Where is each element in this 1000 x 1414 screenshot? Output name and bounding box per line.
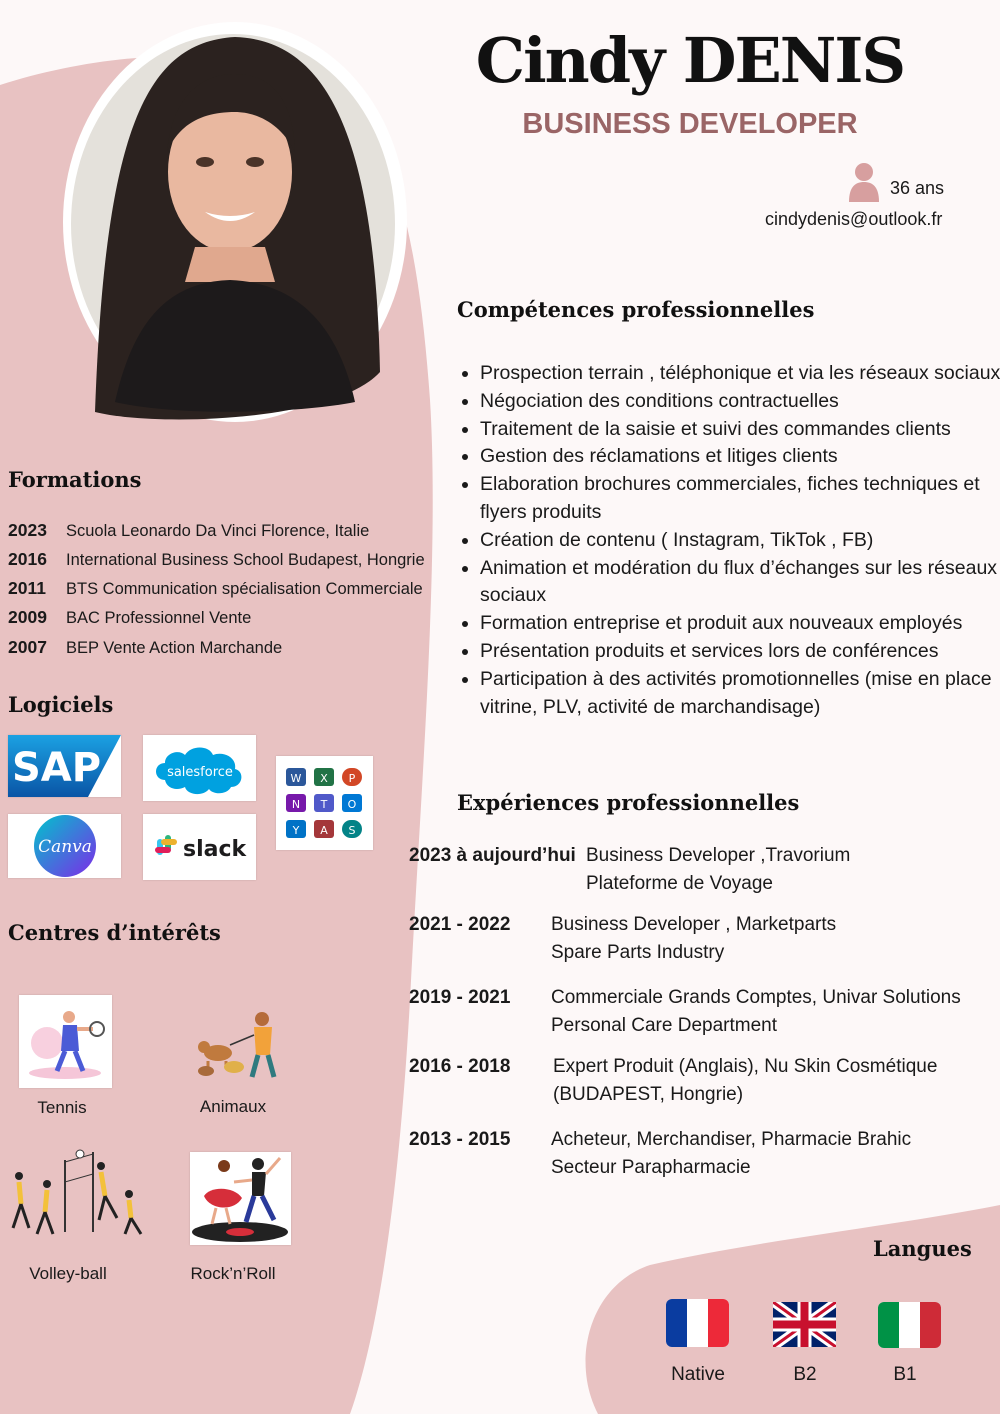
person-icon [848, 162, 880, 202]
experience-period: 2013 - 2015 [409, 1129, 511, 1150]
italy-flag-icon [878, 1302, 941, 1348]
experience-role: Business Developer , Marketparts [551, 914, 837, 935]
education-year: 2011 [8, 578, 46, 598]
person-name: Cindy DENIS [475, 24, 905, 97]
experience-detail: Spare Parts Industry [551, 942, 725, 963]
experience-detail: (BUDAPEST, Hongrie) [553, 1084, 744, 1105]
education-item [8, 578, 423, 599]
skill-item: • Présentation produits et services lors de conférences [480, 638, 1000, 666]
sap-logo [8, 735, 121, 797]
experience-heading: Expériences professionnelles [457, 790, 800, 815]
education-text: BAC Professionnel Vente [66, 609, 252, 627]
svg-text:W: W [290, 772, 302, 785]
canva-text: Canva [38, 837, 92, 857]
education-item [8, 607, 251, 628]
canva-logo-card [8, 814, 121, 878]
education-text: BEP Vente Action Marchande [66, 639, 283, 657]
education-year: 2009 [8, 607, 47, 627]
salesforce-text: salesforce [167, 765, 233, 780]
experience-period: 2016 - 2018 [409, 1056, 511, 1077]
skills-list [455, 360, 1000, 721]
slack-text: slack [183, 837, 247, 862]
software-heading: Logiciels [8, 692, 114, 717]
experience-detail: Personal Care Department [551, 1015, 777, 1036]
education-year: 2023 [8, 520, 47, 540]
interest-label: Volley-ball [29, 1264, 107, 1283]
age-text: 36 ans [890, 178, 945, 198]
microsoft-365-card [276, 756, 373, 850]
skill-item: • Participation à des activités promotionnelles (mise en place vitrine, PLV, activité de marchandisage) [480, 666, 1000, 722]
experience-role: Acheteur, Merchandiser, Pharmacie Brahic [551, 1129, 912, 1150]
skill-item: • Formation entreprise et produit aux nouveaux employés [480, 610, 1000, 638]
skill-item: • Création de contenu ( Instagram, TikTok , FB) [480, 527, 1000, 555]
svg-text:X: X [320, 772, 328, 785]
sap-logo-card [8, 735, 121, 797]
volleyball-icon [5, 1148, 150, 1240]
experience-period: 2023 à aujourd’hui [409, 845, 576, 866]
email-text: cindydenis@outlook.fr [765, 209, 943, 229]
svg-text:T: T [320, 798, 328, 811]
slack-logo [143, 814, 256, 880]
animals-illustration [190, 1005, 302, 1095]
education-year: 2016 [8, 549, 47, 569]
education-text: International Business School Budapest, Hongrie [66, 551, 425, 569]
profile-photo [55, 12, 415, 432]
skill-item: • Négociation des conditions contractuelles [480, 388, 1000, 416]
salesforce-logo [143, 735, 256, 801]
education-item [8, 637, 282, 658]
dog-walker-icon [190, 1005, 302, 1095]
education-year: 2007 [8, 637, 47, 657]
dancers-icon [190, 1152, 291, 1245]
skill-item: • Traitement de la saisie et suivi des commandes clients [480, 416, 1000, 444]
interest-label: Animaux [199, 1097, 267, 1116]
salesforce-logo-card [143, 735, 256, 801]
experience-role: Commerciale Grands Comptes, Univar Solutions [551, 987, 961, 1008]
education-item [8, 520, 369, 541]
svg-text:P: P [348, 772, 356, 785]
svg-text:O: O [347, 798, 357, 811]
job-title: BUSINESS DEVELOPER [522, 108, 858, 140]
skills-heading: Compétences professionnelles [457, 297, 815, 322]
education-text: BTS Communication spécialisation Commerciale [66, 580, 423, 598]
volleyball-illustration [5, 1148, 150, 1240]
skill-item: • Gestion des réclamations et litiges clients [480, 443, 1000, 471]
interests-heading: Centres d’intérêts [8, 920, 221, 945]
svg-text:A: A [320, 824, 328, 837]
tennis-illustration [19, 995, 112, 1088]
education-heading: Formations [8, 467, 142, 492]
experience-period: 2019 - 2021 [409, 987, 511, 1008]
rocknroll-illustration [190, 1152, 291, 1245]
skill-item: • Prospection terrain , téléphonique et via les réseaux sociaux [480, 360, 1000, 388]
france-flag-icon [666, 1299, 729, 1347]
skill-item: • Animation et modération du flux d’échanges sur les réseaux sociaux [480, 555, 1000, 611]
language-level: B2 [793, 1364, 817, 1385]
experience-role: Business Developer ,Travorium [586, 845, 851, 866]
svg-text:S: S [348, 824, 356, 837]
svg-text:Y: Y [292, 824, 300, 837]
sap-text: SAP [12, 745, 102, 791]
uk-flag-icon [773, 1302, 836, 1347]
experience-role: Expert Produit (Anglais), Nu Skin Cosmétique [553, 1056, 938, 1077]
office-apps-icon [276, 756, 373, 850]
skill-item: • Elaboration brochures commerciales, fiches techniques et flyers produits [480, 471, 1000, 527]
education-text: Scuola Leonardo Da Vinci Florence, Italie [66, 522, 370, 540]
svg-text:N: N [291, 798, 301, 811]
interest-label: Rock’n’Roll [190, 1264, 276, 1283]
tennis-icon [19, 995, 112, 1088]
interest-label: Tennis [37, 1098, 87, 1117]
slack-logo-card [143, 814, 256, 880]
education-item [8, 549, 425, 570]
canva-logo [8, 814, 121, 878]
experience-period: 2021 - 2022 [409, 914, 511, 935]
experience-detail: Secteur Parapharmacie [551, 1157, 751, 1178]
language-level: Native [671, 1364, 725, 1385]
languages-heading: Langues [873, 1236, 972, 1261]
experience-detail: Plateforme de Voyage [586, 873, 773, 894]
language-level: B1 [893, 1364, 917, 1385]
